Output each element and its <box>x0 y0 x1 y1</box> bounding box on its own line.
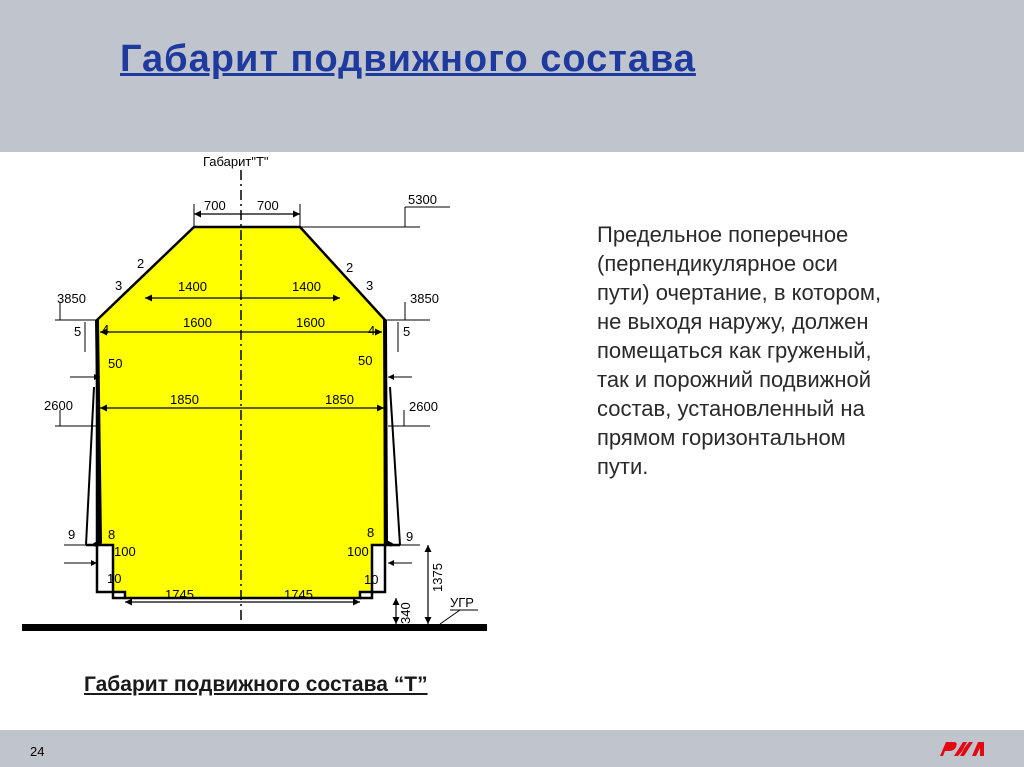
footer-band <box>0 730 1024 767</box>
dim-1600-right: 1600 <box>296 315 325 330</box>
height-340: 340 <box>398 602 413 624</box>
gauge-label: Габарит"Т" <box>203 154 269 169</box>
point-5-left: 5 <box>74 324 82 339</box>
point-2-right: 2 <box>346 260 354 275</box>
dim-700-right: 700 <box>257 198 279 213</box>
page-number: 24 <box>30 744 45 759</box>
height-2600-right: 2600 <box>409 399 438 414</box>
right-side-line <box>385 320 392 545</box>
rzd-logo-icon <box>936 738 988 760</box>
point-4-left: 4 <box>102 322 110 337</box>
dim-700-left: 700 <box>204 198 226 213</box>
height-3850-right: 3850 <box>410 291 439 306</box>
height-1375: 1375 <box>430 563 445 592</box>
height-2600-left: 2600 <box>44 398 73 413</box>
slide-description: Предельное поперечное (перпендикулярное оси пути) очертание, в котором, не выходя наружу, должен помещаться как груженый, так и порожний подвижной состав, установленный на прямом горизонтальном пути. <box>597 222 882 479</box>
point-3-right: 3 <box>366 278 374 293</box>
point-4-right: 4 <box>368 323 376 338</box>
label-50-left: 50 <box>108 356 123 371</box>
dim-1400-left: 1400 <box>178 279 207 294</box>
diagram-caption: Габарит подвижного состава “Т” <box>84 673 428 696</box>
point-5-right: 5 <box>403 324 411 339</box>
label-100-left: 100 <box>114 544 136 559</box>
ugr-label: УГР <box>450 595 474 610</box>
label-50-right: 50 <box>358 353 373 368</box>
label-10-right: 10 <box>364 572 379 587</box>
dim-1850-right: 1850 <box>325 392 354 407</box>
label-100-right: 100 <box>347 544 369 559</box>
dim-1745-right: 1745 <box>284 587 313 602</box>
left-taper-line <box>86 387 94 545</box>
point-9-left: 9 <box>68 527 76 542</box>
label-10-left: 10 <box>107 571 122 586</box>
point-2-left: 2 <box>137 256 145 271</box>
dim-1600-left: 1600 <box>183 315 212 330</box>
point-8-left: 8 <box>108 527 116 542</box>
point-3-left: 3 <box>115 278 123 293</box>
rail-base-line <box>22 624 487 631</box>
dim-1400-right: 1400 <box>292 279 321 294</box>
height-3850-left: 3850 <box>57 291 86 306</box>
dim-1745-left: 1745 <box>165 587 194 602</box>
point-9-right: 9 <box>406 529 414 544</box>
dim-1850-left: 1850 <box>170 392 199 407</box>
gauge-diagram <box>0 152 500 642</box>
point-8-right: 8 <box>367 525 375 540</box>
right-taper-line <box>390 387 400 545</box>
height-5300: 5300 <box>408 192 437 207</box>
slide-title: Габарит подвижного состава <box>120 38 696 80</box>
ugr-leader <box>440 610 460 624</box>
